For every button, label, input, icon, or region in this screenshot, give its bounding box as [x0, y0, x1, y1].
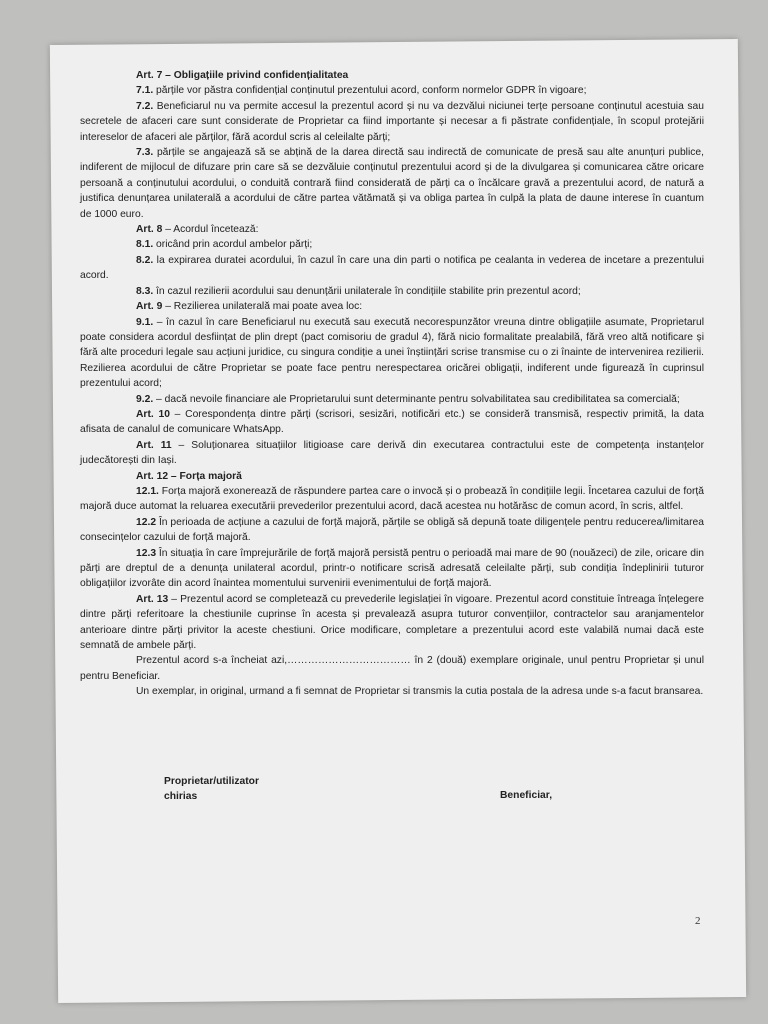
signature-beneficiary: Beneficiar,: [500, 790, 553, 801]
art12-title: Art. 12 – Forța majoră: [136, 470, 242, 482]
art8-2: 8.2. la expirarea duratei acordului, în cazul în care una din parti o notifica pe cealanta in vederea de incetare a prezentului acord.: [80, 254, 704, 282]
art9-title: Art. 9 – Rezilierea unilaterală mai poate avea loc:: [136, 301, 363, 313]
signature-owner-line1: Proprietar/utilizator: [164, 776, 259, 787]
art7-3: 7.3. părțile se angajează să se abțină de la darea directă sau indirectă de comunicate de presă sau alte anunțuri publice, indiferent de mijlocul de difuzare prin care să se dezvăluie conținutul prezentului acord și de la divulgarea și comunicarea către oricare persoană a conținutului acordului, o conduită contrară fiind considerată de părți ca o încălcare gravă a prezentului acord, de natură a justifica denunțarea unilaterală a acordului de către partea vătămată și va obliga partea în culpă la plata de daune interese în cuantum de 1000 euro.: [80, 147, 704, 220]
closing-statement: Prezentul acord s-a încheiat azi,……………………………… în 2 (două) exemplare originale, unul pentru Proprietar și unul pentru Beneficiar.: [80, 655, 704, 682]
art7-2: 7.2. Beneficiarul nu va permite accesul la prezentul acord și nu va dezvălui niciunei terțe persoane conținutul acestuia sau secretele de afaceri care sunt considerate de Proprietar ca fiind importante și necesar a fi păstrate confidențiale, în scopul protejării intereselor de afaceri ale părților, fără acordul scris al celeilalte părți;: [80, 100, 704, 143]
art12-3: 12.3 În situația în care împrejurările de forță majoră persistă pentru o perioadă mai mare de 90 (nouăzeci) de zile, oricare din părți are dreptul de a denunța unilateral acordul, printr-o notificare scrisă adresată celeilalte părți, sub condiția îndeplinirii tuturor obligațiilor izvorâte din acord înaintea momentului survenirii evenimentului de forță majoră.: [80, 547, 704, 590]
page-number: 2: [695, 915, 701, 927]
closing-copy-note: Un exemplar, in original, urmand a fi semnat de Proprietar si transmis la cutia postala de la adresa unde s-a facut bransarea.: [136, 686, 704, 698]
document-body: [80, 68, 704, 700]
art11: Art. 11 – Soluționarea situațiilor litigioase care derivă din executarea contractului este de competența instanțelor judecătorești din Iași.: [80, 439, 704, 467]
art9-2: 9.2. – dacă nevoile financiare ale Proprietarului sunt determinante pentru solvabilitatea sau credibilitatea sa comercială;: [136, 393, 680, 405]
art7-1: 7.1. părțile vor păstra confidențial conținutul prezentului acord, conform normelor GDPR în vigoare;: [136, 85, 587, 97]
art7-title: Art. 7 – Obligațiile privind confidențialitatea: [136, 70, 349, 81]
art8-title: Art. 8 – Acordul încetează:: [136, 224, 259, 236]
art13: Art. 13 – Prezentul acord se completează cu prevederile legislației în vigoare. Prezentul acord constituie întreaga înțelegere dintre părți referitoare la chestiunile cuprinse în acesta și prevalează asupra tuturor convențiilor, contractelor sau aranjamentelor anterioare dintre părți privitor la aceste chestiuni. Orice modificare, completare a prezentului acord este valabilă numai dacă este semnată de ambele părți.: [80, 593, 704, 652]
signature-owner-line2: chirias: [164, 791, 198, 803]
art10: Art. 10 – Corespondența dintre părți (scrisori, sesizări, notificări etc.) se consideră transmisă, respectiv primită, la data afisata de canalul de comunicare WhatsApp.: [80, 408, 704, 436]
signature-owner: [164, 774, 259, 805]
art8-1: 8.1. oricând prin acordul ambelor părți;: [136, 239, 313, 251]
art9-1: 9.1. – în cazul în care Beneficiarul nu execută sau execută necorespunzător vreuna dintre obligațiile asumate, Proprietarul poate considera acordul desființat de plin drept (pact comisoriu de gradul 4), fără nicio formalitate prealabilă, fără vreo altă notificare și fără alte proceduri legale sau acțiuni juridice, cu singura condiție a unei înștiințări scrise transmise cu o zi înainte de intervenirea rezilierii. Rezilierea acordului de către Proprietar se poate face pentru nerespectarea oricărei obligații, indiferent unde figurează în cuprinsul prezentului acord;: [80, 316, 704, 390]
art12-1: 12.1. Forța majoră exonerează de răspundere partea care o invocă și o probează în condițiile legii. Încetarea cazului de forță majoră duce automat la reluarea executării prevederilor prezentului acord, dacă acestea nu hotărăsc de comun acord, în scris, altfel.: [80, 485, 704, 513]
art8-3: 8.3. în cazul rezilierii acordului sau denunțării unilaterale în condițiile stabilite prin prezentul acord;: [136, 285, 581, 297]
art12-2: 12.2 În perioada de acțiune a cazului de forță majoră, părțile se obligă să depună toate diligențele pentru reducerea/limitarea consecințelor cazului de forță majoră.: [80, 516, 704, 544]
